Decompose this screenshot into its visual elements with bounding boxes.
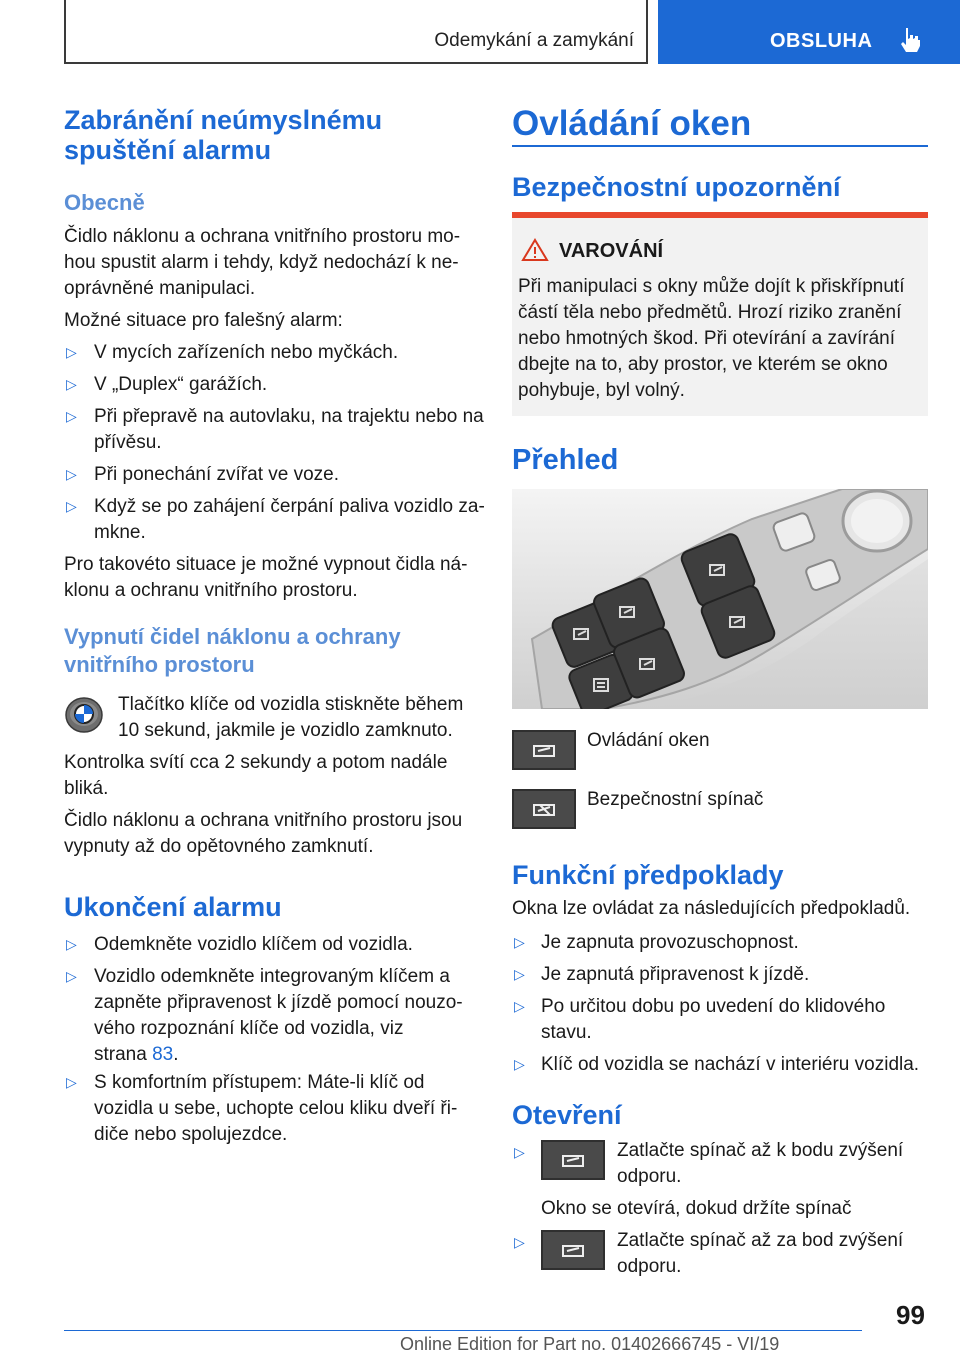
warning-line5: pohybuje, byl volný. [518,380,685,401]
title-rule [512,145,928,147]
list-item: Klíč od vozidla se nachází v interiéru vozidla. [541,1054,920,1075]
warning-line3: nebo hmotných škod. Při otevírání a zavírání [518,328,896,349]
list-item: Je zapnutá připravenost k jízdě. [541,964,810,985]
overview-heading: Přehled [512,444,619,476]
general-p1-line2: hou spustit alarm i tehdy, když nedochází k ne- [64,252,459,273]
list-item-cont: vozidla u sebe, uchopte celou kliku dveří ři- [94,1098,458,1119]
bullet-icon: ▷ [514,1144,525,1160]
safety-switch-icon [512,789,576,829]
list-item-cont: vého rozpoznání klíče od vozidla, viz [94,1018,404,1039]
bullet-icon: ▷ [514,998,525,1014]
page-ref-suffix: . [173,1044,179,1065]
left-title-line2: spuštění alarmu [64,135,272,165]
bullet-icon: ▷ [514,966,525,982]
car-key-icon [64,695,104,735]
list-item-cont: stavu. [541,1022,592,1043]
bullet-icon: ▷ [66,498,77,514]
window-switch-icon [541,1230,605,1270]
disable-p2-line1: Čidlo náklonu a ochrana vnitřního prostoru jsou [64,810,463,831]
warning-triangle-icon [521,238,549,262]
opening-step2-line2: odporu. [617,1256,682,1277]
list-item-cont: přívěsu. [94,432,162,453]
disable-p1-line1: Kontrolka svítí cca 2 sekundy a potom nadále [64,752,448,773]
list-item: Při přepravě na autovlaku, na trajektu nebo na [94,406,484,427]
disable-p1-line2: bliká. [64,778,109,799]
list-item: Vozidlo odemkněte integrovaným klíčem a [94,966,450,987]
bullet-icon: ▷ [66,344,77,360]
section-tab-label: OBSLUHA [770,30,873,52]
chapter-title: Odemykání a zamykání [434,30,634,51]
list-item: V mycích zařízeních nebo myčkách. [94,342,399,363]
opening-heading: Otevření [512,1100,622,1130]
list-item-cont: mkne. [94,522,146,543]
general-heading: Obecně [64,190,145,215]
key-instruction-line1: Tlačítko klíče od vozidla stiskněte během [118,694,464,715]
key-instruction-line2: 10 sekund, jakmile je vozidlo zamknuto. [118,720,453,741]
general-p1-line3: oprávněné manipulaci. [64,278,256,299]
bullet-icon: ▷ [514,1234,525,1250]
general-p1-line1: Čidlo náklonu a ochrana vnitřního prostoru mo- [64,226,461,247]
general-p3-line1: Pro takovéto situace je možné vypnout čidla ná- [64,554,468,575]
page-ref-link[interactable]: 83 [152,1044,174,1065]
list-item: Je zapnuta provozuschopnost. [541,932,799,953]
requirements-intro: Okna lze ovládat za následujících předpokladů. [512,898,911,919]
page-ref-prefix: strana [94,1044,153,1065]
general-p3-line2: klonu a ochranu vnitřního prostoru. [64,580,358,601]
bullet-icon: ▷ [66,1074,77,1090]
list-item: Při ponechání zvířat ve voze. [94,464,340,485]
list-item: Odemkněte vozidlo klíčem od vozidla. [94,934,413,955]
list-item: S komfortním přístupem: Máte-li klíč od [94,1072,425,1093]
general-p2: Možné situace pro falešný alarm: [64,310,343,331]
warning-label: VAROVÁNÍ [559,240,664,262]
opening-step1-line1: Zatlačte spínač až k bodu zvýšení [617,1140,904,1161]
legend-label: Bezpečnostní spínač [587,789,764,810]
window-switch-photo [512,489,928,709]
bullet-icon: ▷ [514,934,525,950]
legend-label: Ovládání oken [587,730,710,751]
window-switch-icon [541,1140,605,1180]
bullet-icon: ▷ [66,968,77,984]
left-title-line1: Zabránění neúmyslnému [64,105,383,135]
opening-step1-note: Okno se otevírá, dokud držíte spínač [541,1198,852,1219]
opening-step2-line1: Zatlačte spínač až za bod zvýšení [617,1230,904,1251]
disable-p2-line2: vypnuty až do opětovného zamknutí. [64,836,374,857]
end-alarm-heading: Ukončení alarmu [64,892,282,922]
page-number: 99 [896,1300,925,1330]
list-item-cont: zapněte připravenost k jízdě pomocí nouzo- [94,992,463,1013]
footer-rule [64,1330,862,1331]
bullet-icon: ▷ [66,936,77,952]
bullet-icon: ▷ [66,376,77,392]
list-item: Po určitou dobu po uvedení do klidového [541,996,886,1017]
warning-line2: částí těla nebo předmětů. Hrozí riziko zranění [518,302,902,323]
list-item: V „Duplex“ garážích. [94,374,268,395]
requirements-heading: Funkční předpoklady [512,860,784,890]
warning-line1: Při manipulaci s okny může dojít k přiskřípnutí [518,276,905,297]
bullet-icon: ▷ [66,466,77,482]
disable-heading-line2: vnitřního prostoru [64,652,255,677]
hand-pointer-icon [896,26,922,54]
bullet-icon: ▷ [514,1056,525,1072]
list-item: Když se po zahájení čerpání paliva vozidlo za- [94,496,485,517]
safety-heading: Bezpečnostní upozornění [512,172,841,202]
opening-step1-line2: odporu. [617,1166,682,1187]
list-item-cont [94,1042,179,1068]
list-item-cont: diče nebo spolujezdce. [94,1124,288,1145]
bullet-icon: ▷ [66,408,77,424]
right-title: Ovládání oken [512,104,752,143]
window-switch-icon [512,730,576,770]
disable-heading-line1: Vypnutí čidel náklonu a ochrany [64,624,401,649]
footer-edition: Online Edition for Part no. 01402666745 - VI/19 [400,1334,780,1354]
warning-line4: dbejte na to, aby prostor, ve kterém se okno [518,354,888,375]
